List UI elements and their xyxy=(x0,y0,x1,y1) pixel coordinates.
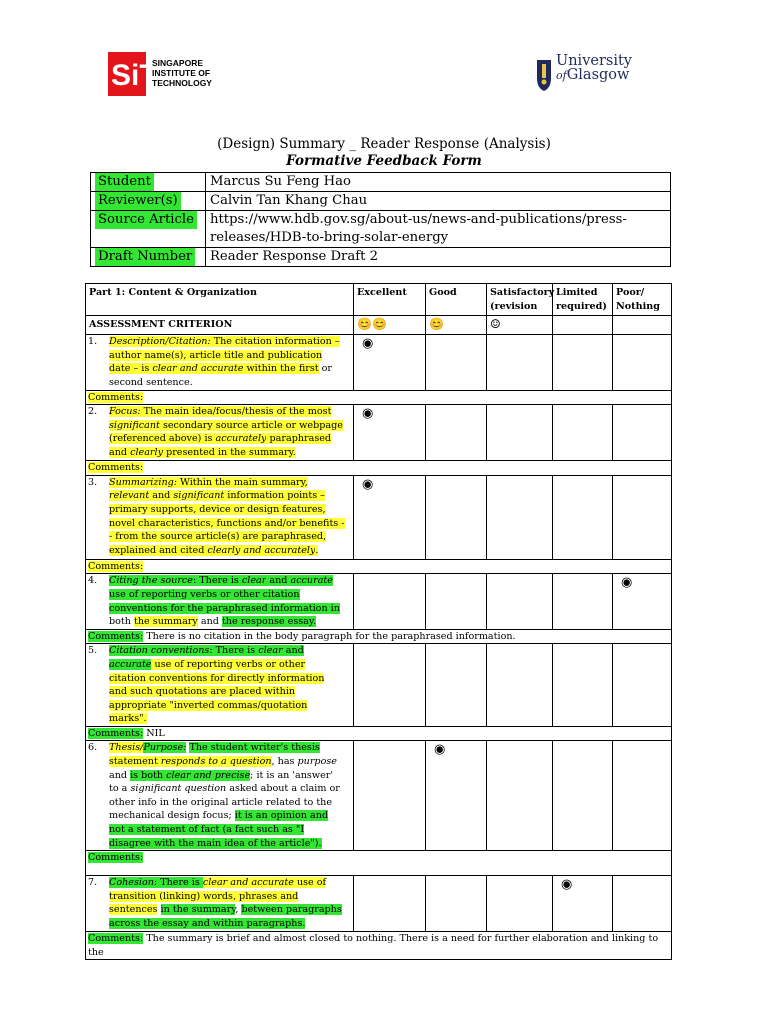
criterion-row-2: 2. Focus: The main idea/focus/thesis of the most significant secondary source article or webpage (referenced above) is accurately paraphrased and clearly presented in the summary. ◉ xyxy=(86,405,672,461)
mark-icon: ◉ xyxy=(362,476,374,492)
svg-text:SINGAPORE: SINGAPORE xyxy=(152,58,204,68)
criterion-row-1: 1. Description/Citation: The citation information – author name(s), article title and publication date – is clear and accurate within the first or second sentence. ◉ xyxy=(86,335,672,390)
draft-number-value: Reader Response Draft 2 xyxy=(206,248,671,267)
info-table xyxy=(90,172,671,267)
excellent-emoji-icon: 😊😊 xyxy=(354,316,426,335)
satisfactory-emoji-icon: ☺ xyxy=(487,316,553,335)
comment-row-6: Comments: xyxy=(86,851,672,876)
mark-icon: ◉ xyxy=(434,742,446,758)
source-article-value: https://www.hdb.gov.sg/about-us/news-and-publications/press-releases/HDB-to-bring-solar-energy xyxy=(206,211,671,248)
criterion-row-5: 5. Citation conventions: There is clear and accurate use of reporting verbs or other citation conventions for directly information and such quotations are placed within appropriate "inverted commas/quotation marks". xyxy=(86,644,672,727)
comment-row-2: Comments: xyxy=(86,461,672,476)
criterion-row-7: 7. Cohesion: There is clear and accurate use of transition (linking) words, phrases and sentences in the summary, between paragraphs across the essay and within paragraphs. ◉ xyxy=(86,876,672,932)
mark-icon: ◉ xyxy=(362,406,374,422)
info-row-student: Student Marcus Su Feng Hao xyxy=(91,173,671,192)
mark-icon: ◉ xyxy=(621,575,633,591)
comment-row-1: Comments: xyxy=(86,390,672,405)
svg-text:TECHNOLOGY: TECHNOLOGY xyxy=(152,78,212,88)
glasgow-crest-icon xyxy=(536,56,552,92)
info-row-draft: Draft Number Reader Response Draft 2 xyxy=(91,248,671,267)
sit-logo xyxy=(108,52,228,100)
page-title: (Design) Summary _ Reader Response (Analysis) xyxy=(217,136,551,152)
svg-text:INSTITUTE OF: INSTITUTE OF xyxy=(152,68,211,78)
comment-row-3: Comments: xyxy=(86,559,672,574)
header-logos xyxy=(108,52,632,98)
comment-row-4: Comments: There is no citation in the body paragraph for the paraphrased information. xyxy=(86,629,672,644)
info-row-reviewer: Reviewer(s) Calvin Tan Khang Chau xyxy=(91,192,671,211)
rubric-header-row: Part 1: Content & Organization Excellent Good Satisfactory (revision Limited required) Poor/ Nothing xyxy=(86,284,672,316)
criterion-row-3: 3. Summarizing: Within the main summary, relevant and significant information points – primary supports, device or design features, novel characteristics, functions and/or benefits -- from the source article(s) are paraphrased, explained and cited clearly and accurately. ◉ xyxy=(86,475,672,559)
comment-row-5: Comments: NIL xyxy=(86,726,672,741)
mark-icon: ◉ xyxy=(362,336,374,352)
student-value: Marcus Su Feng Hao xyxy=(206,173,671,192)
glasgow-logo: University ofGlasgow xyxy=(536,54,628,94)
reviewer-value: Calvin Tan Khang Chau xyxy=(206,192,671,211)
mark-icon: ◉ xyxy=(561,877,573,893)
sit-logo-mark: SiT xyxy=(111,59,158,92)
good-emoji-icon: 😊 xyxy=(426,316,487,335)
criterion-row-6: 6. Thesis/Purpose: The student writer's thesis statement responds to a question, has purpose and is both clear and precise; it is an 'answer' to a significant question asked about a claim or other info in the original article related to the mechanical design focus; it is an opinion and not a statement of fact (a fact such as "I disagree with the main idea of the article"). ◉ xyxy=(86,741,672,851)
rubric-table xyxy=(85,283,672,960)
criterion-row-4: 4. Citing the source: There is clear and accurate use of reporting verbs or other citation conventions for the paraphrased information in both the summary and the response essay. ◉ xyxy=(86,574,672,629)
comment-row-7: Comments: The summary is brief and almost closed to nothing. There is a need for further elaboration and linking to the xyxy=(86,932,672,960)
page-subtitle: Formative Feedback Form xyxy=(286,153,482,169)
rubric-emoji-row: ASSESSMENT CRITERION 😊😊 😊 ☺ xyxy=(86,316,672,335)
info-row-source: Source Article https://www.hdb.gov.sg/about-us/news-and-publications/press-releases/HDB-to-bring-solar-energy xyxy=(91,211,671,248)
